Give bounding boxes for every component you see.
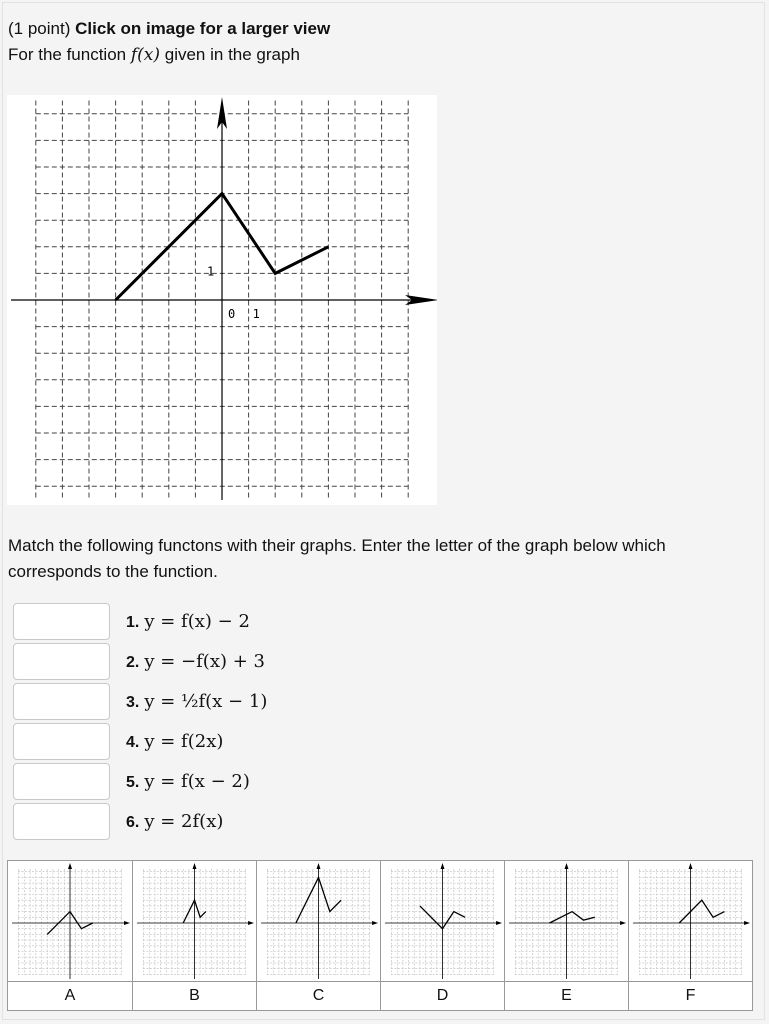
question-number: 6. bbox=[126, 814, 140, 831]
choice-f bbox=[629, 861, 752, 1010]
y-axis-arrow bbox=[317, 863, 321, 869]
function-intro bbox=[8, 44, 300, 66]
question-number: 2. bbox=[126, 654, 140, 671]
choice-graph-image[interactable] bbox=[381, 861, 504, 981]
choice-letter: A bbox=[8, 981, 132, 1010]
instructions-text: Match the following functons with their graphs. Enter the letter of the graph below which corresponds to the function. bbox=[8, 536, 666, 581]
question-equation: y = −f(x) + 3 bbox=[144, 651, 265, 672]
x-axis-arrow bbox=[372, 921, 378, 925]
question-header bbox=[8, 18, 330, 40]
question-equation: y = ½f(x − 1) bbox=[144, 691, 268, 712]
choice-a bbox=[8, 861, 133, 1010]
choice-d bbox=[381, 861, 505, 1010]
function-intro-suffix: given in the graph bbox=[164, 45, 300, 64]
question-label-2 bbox=[126, 651, 265, 672]
x-axis-arrow bbox=[248, 921, 254, 925]
choice-letter: E bbox=[505, 981, 628, 1010]
choice-graph-image[interactable] bbox=[133, 861, 256, 981]
choice-graph-image[interactable] bbox=[257, 861, 380, 981]
question-label-3 bbox=[126, 691, 267, 712]
x-axis-arrow bbox=[744, 921, 750, 925]
answer-input-4[interactable] bbox=[13, 723, 110, 760]
function-intro-prefix: For the function bbox=[8, 45, 127, 64]
question-row-1 bbox=[13, 603, 313, 643]
answer-list bbox=[13, 603, 313, 843]
choice-letter: D bbox=[381, 981, 504, 1010]
y-axis-arrow bbox=[689, 863, 693, 869]
choice-letter: C bbox=[257, 981, 380, 1010]
points-label: (1 point) bbox=[8, 19, 71, 38]
question-row-5 bbox=[13, 763, 313, 803]
question-number: 1. bbox=[126, 614, 140, 631]
choice-b bbox=[133, 861, 257, 1010]
answer-input-5[interactable] bbox=[13, 763, 110, 800]
choice-graph-image[interactable] bbox=[629, 861, 752, 981]
answer-input-6[interactable] bbox=[13, 803, 110, 840]
question-number: 4. bbox=[126, 734, 140, 751]
question-label-4 bbox=[126, 731, 223, 752]
question-row-2 bbox=[13, 643, 313, 683]
larger-view-hint: Click on image for a larger view bbox=[75, 19, 331, 38]
x-axis-arrow bbox=[496, 921, 502, 925]
x-axis-arrow bbox=[124, 921, 130, 925]
y-axis-arrow bbox=[441, 863, 445, 869]
choice-graph-image[interactable] bbox=[505, 861, 628, 981]
answer-input-1[interactable] bbox=[13, 603, 110, 640]
choice-e bbox=[505, 861, 629, 1010]
function-graph-image[interactable] bbox=[7, 95, 437, 505]
question-equation: y = f(x − 2) bbox=[144, 771, 250, 792]
question-label-5 bbox=[126, 771, 250, 792]
function-name: f(x) bbox=[130, 45, 161, 65]
question-label-6 bbox=[126, 811, 223, 832]
choice-c bbox=[257, 861, 381, 1010]
question-row-3 bbox=[13, 683, 313, 723]
question-equation: y = 2f(x) bbox=[144, 811, 224, 832]
choice-graph-image[interactable] bbox=[8, 861, 132, 981]
x-axis-arrow bbox=[620, 921, 626, 925]
y-axis-arrow bbox=[68, 863, 72, 869]
choice-letter: B bbox=[133, 981, 256, 1010]
question-number: 5. bbox=[126, 774, 140, 791]
tick-label-y-one: 1 bbox=[207, 264, 215, 279]
tick-label-x-one: 1 bbox=[252, 307, 260, 321]
question-equation: y = f(2x) bbox=[144, 731, 224, 752]
question-row-4 bbox=[13, 723, 313, 763]
y-axis-arrow bbox=[193, 863, 197, 869]
choice-letter: F bbox=[629, 981, 752, 1010]
question-row-6 bbox=[13, 803, 313, 843]
choice-graphs-table bbox=[7, 860, 753, 1011]
y-axis-arrow bbox=[565, 863, 569, 869]
question-equation: y = f(x) − 2 bbox=[144, 611, 250, 632]
answer-input-3[interactable] bbox=[13, 683, 110, 720]
tick-label-zero: 0 bbox=[228, 307, 236, 321]
question-number: 3. bbox=[126, 694, 140, 711]
answer-input-2[interactable] bbox=[13, 643, 110, 680]
question-label-1 bbox=[126, 611, 250, 632]
